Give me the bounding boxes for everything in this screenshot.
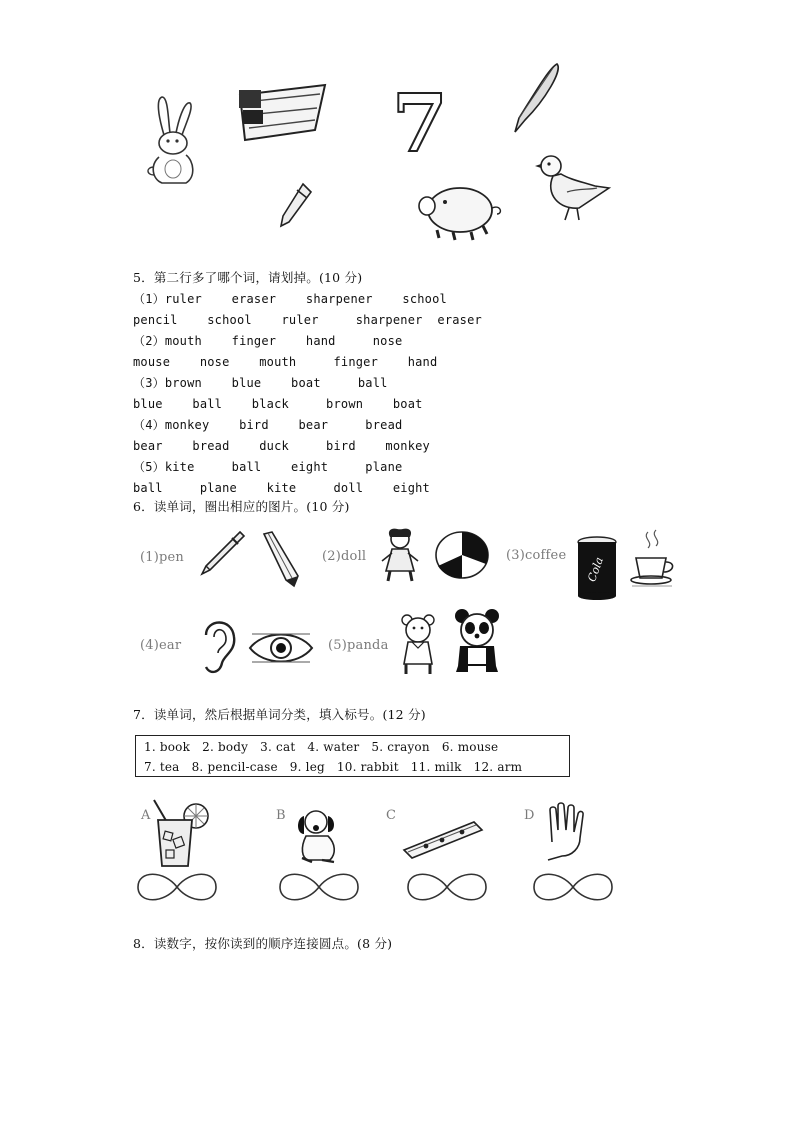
answer-oval-c[interactable] bbox=[404, 868, 490, 906]
q6-item-label-coffee: (3)coffee bbox=[506, 548, 567, 563]
ear-picture[interactable] bbox=[196, 615, 238, 677]
q5-row: （3）brown blue boat ball bbox=[133, 376, 388, 390]
q5-row: ball plane kite doll eight bbox=[133, 481, 430, 495]
crayon-picture bbox=[275, 182, 315, 232]
q5-row: bear bread duck bird monkey bbox=[133, 439, 430, 453]
q5-row: （5）kite ball eight plane bbox=[133, 460, 403, 474]
q5-word-rows bbox=[133, 289, 482, 498]
q5-row: （1）ruler eraser sharpener school bbox=[133, 292, 447, 306]
doll-picture[interactable] bbox=[380, 527, 420, 583]
eye-picture[interactable] bbox=[248, 628, 314, 668]
boat-picture bbox=[235, 80, 330, 145]
q5-heading: 5．第二行多了哪个词，请划掉。(10 分) bbox=[133, 270, 363, 285]
cola-can-picture[interactable] bbox=[576, 536, 618, 600]
q6-item-label-panda: (5)panda bbox=[328, 638, 389, 653]
dog-picture bbox=[292, 808, 342, 864]
q7-category-letter-a: A bbox=[141, 808, 151, 823]
pig-picture bbox=[415, 178, 510, 243]
pencil-case-picture bbox=[402, 818, 484, 862]
answer-oval-b[interactable] bbox=[276, 868, 362, 906]
q6-item-label-pen: (1)pen bbox=[140, 550, 185, 565]
q5-row: （4）monkey bird bear bread bbox=[133, 418, 403, 432]
q5-row: mouse nose mouth finger hand bbox=[133, 355, 438, 369]
bird-picture bbox=[535, 152, 615, 227]
pen-picture[interactable] bbox=[198, 528, 246, 578]
q7-category-letter-c: C bbox=[386, 808, 397, 823]
q6-heading: 6．读单词，圈出相应的图片。(10 分) bbox=[133, 499, 350, 514]
answer-oval-a[interactable] bbox=[134, 868, 220, 906]
q7-heading: 7．读单词，然后根据单词分类，填入标号。(12 分) bbox=[133, 707, 426, 722]
q6-item-label-doll: (2)doll bbox=[322, 549, 367, 564]
panda-picture[interactable] bbox=[452, 608, 502, 674]
ball-pie-picture[interactable] bbox=[434, 530, 490, 580]
teddy-bear-picture[interactable] bbox=[398, 612, 438, 676]
rabbit-picture bbox=[142, 95, 204, 190]
coffee-cup-picture[interactable] bbox=[628, 528, 678, 590]
q7-category-letter-b: B bbox=[276, 808, 286, 823]
drink-glass-picture bbox=[148, 798, 210, 870]
answer-oval-d[interactable] bbox=[530, 868, 616, 906]
q5-row: pencil school ruler sharpener eraser bbox=[133, 313, 482, 327]
q8-heading: 8．读数字，按你读到的顺序连接圆点。(8 分) bbox=[133, 936, 393, 951]
q5-row: blue ball black brown boat bbox=[133, 397, 423, 411]
q7-word-row: 7. tea 8. pencil-case 9. leg 10. rabbit 11. milk 12. arm bbox=[144, 760, 523, 774]
q5-row: （2）mouth finger hand nose bbox=[133, 334, 403, 348]
top-illustrations bbox=[130, 60, 630, 250]
pencil-picture[interactable] bbox=[258, 530, 302, 588]
number-seven: 7 bbox=[392, 76, 448, 170]
hand-picture bbox=[542, 802, 596, 862]
q6-item-label-ear: (4)ear bbox=[140, 638, 182, 653]
q7-word-box bbox=[135, 735, 570, 777]
q7-word-row: 1. book 2. body 3. cat 4. water 5. crayon 6. mouse bbox=[144, 740, 499, 754]
can-label: Cola bbox=[585, 555, 606, 584]
q7-category-letter-d: D bbox=[524, 808, 535, 823]
feather-picture bbox=[505, 60, 565, 138]
